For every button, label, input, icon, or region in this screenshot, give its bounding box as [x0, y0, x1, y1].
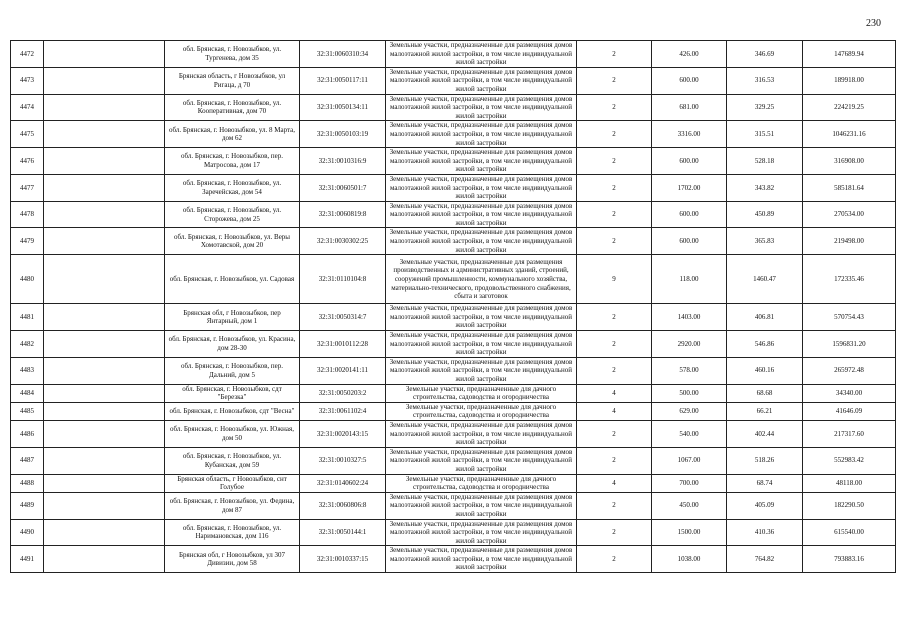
unit-price-cell: 66.21: [727, 402, 803, 420]
area-cell: 1038.00: [652, 546, 727, 573]
table-row: [11, 519, 896, 546]
use-group-cell: 2: [577, 492, 652, 519]
use-group-cell: 2: [577, 121, 652, 148]
area-cell: 700.00: [652, 474, 727, 492]
address-cell: обл. Брянская, г. Новозыбков, ул. Южная, дом 50: [165, 420, 300, 447]
address-cell: обл. Брянская, г. Новозыбков, ул. Кооперативная, дом 70: [165, 94, 300, 121]
address-cell: обл. Брянская, г. Новозыбков, ул. Веры Хомотавской, дом 20: [165, 228, 300, 255]
address-cell: обл. Брянская, г. Новозыбков, ул. Тургенева, дом 35: [165, 41, 300, 68]
address-cell: обл. Брянская, г. Новозыбков, ул. Садовая: [165, 255, 300, 304]
cadastral-cost-cell: 34340.00: [803, 384, 896, 402]
unit-price-cell: 315.51: [727, 121, 803, 148]
table-row: [11, 492, 896, 519]
cadastral-number-cell: 32:31:0061102:4: [300, 402, 386, 420]
cadastral-cost-cell: 1596831.20: [803, 331, 896, 358]
cadastral-cost-cell: 552983.42: [803, 447, 896, 474]
use-group-cell: 2: [577, 174, 652, 201]
area-cell: 1067.00: [652, 447, 727, 474]
area-cell: 2920.00: [652, 331, 727, 358]
cadastral-cost-cell: 217317.60: [803, 420, 896, 447]
table-row: [11, 546, 896, 573]
use-group-cell: 2: [577, 148, 652, 175]
land-use-cell: Земельные участки, предназначенные для размещения домов малоэтажной жилой застройки, в том числе индивидуальной жилой застройки: [386, 228, 577, 255]
cadastral-number-cell: 32:31:0010327:5: [300, 447, 386, 474]
blank-column: [44, 94, 165, 121]
use-group-cell: 2: [577, 41, 652, 68]
row-number: 4472: [11, 41, 44, 68]
land-use-cell: Земельные участки, предназначенные для размещения домов малоэтажной жилой застройки, в том числе индивидуальной жилой застройки: [386, 201, 577, 228]
address-cell: обл. Брянская, г. Новозыбков, пер. Дальний, дом 5: [165, 357, 300, 384]
unit-price-cell: 450.89: [727, 201, 803, 228]
blank-column: [44, 67, 165, 94]
unit-price-cell: 68.68: [727, 384, 803, 402]
cadastral-number-cell: 32:31:0010112:28: [300, 331, 386, 358]
table-row: [11, 228, 896, 255]
use-group-cell: 9: [577, 255, 652, 304]
land-use-cell: Земельные участки, предназначенные для дачного строительства, садоводства и огородничества: [386, 474, 577, 492]
area-cell: 629.00: [652, 402, 727, 420]
cadastral-number-cell: 32:31:0010337:15: [300, 546, 386, 573]
land-use-cell: Земельные участки, предназначенные для размещения домов малоэтажной жилой застройки, в том числе индивидуальной жилой застройки: [386, 546, 577, 573]
row-number: 4479: [11, 228, 44, 255]
unit-price-cell: 764.82: [727, 546, 803, 573]
area-cell: 426.00: [652, 41, 727, 68]
blank-column: [44, 174, 165, 201]
table-row: [11, 304, 896, 331]
cadastral-cost-cell: 172335.46: [803, 255, 896, 304]
unit-price-cell: 329.25: [727, 94, 803, 121]
land-use-cell: Земельные участки, предназначенные для размещения домов малоэтажной жилой застройки, в том числе индивидуальной жилой застройки: [386, 420, 577, 447]
blank-column: [44, 402, 165, 420]
table-row: [11, 331, 896, 358]
use-group-cell: 4: [577, 384, 652, 402]
address-cell: обл. Брянская, г. Новозыбков, ул. Сторожева, дом 25: [165, 201, 300, 228]
cadastral-cost-cell: 265972.48: [803, 357, 896, 384]
blank-column: [44, 447, 165, 474]
cadastral-number-cell: 32:31:0110104:8: [300, 255, 386, 304]
row-number: 4490: [11, 519, 44, 546]
blank-column: [44, 420, 165, 447]
cadastral-number-cell: 32:31:0060819:8: [300, 201, 386, 228]
row-number: 4474: [11, 94, 44, 121]
use-group-cell: 2: [577, 228, 652, 255]
land-use-cell: Земельные участки, предназначенные для размещения домов малоэтажной жилой застройки, в том числе индивидуальной жилой застройки: [386, 519, 577, 546]
blank-column: [44, 519, 165, 546]
address-cell: Брянская обл, г Новозыбков, пер Янтарный, дом 1: [165, 304, 300, 331]
table-row: [11, 148, 896, 175]
use-group-cell: 4: [577, 402, 652, 420]
cadastral-number-cell: 32:31:0050203:2: [300, 384, 386, 402]
cadastral-cost-cell: 615540.00: [803, 519, 896, 546]
land-use-cell: Земельные участки, предназначенные для дачного строительства, садоводства и огородничества: [386, 402, 577, 420]
cadastral-number-cell: 32:31:0050314:7: [300, 304, 386, 331]
cadastral-number-cell: 32:31:0060806:8: [300, 492, 386, 519]
area-cell: 600.00: [652, 148, 727, 175]
unit-price-cell: 346.69: [727, 41, 803, 68]
land-use-cell: Земельные участки, предназначенные для размещения домов малоэтажной жилой застройки, в том числе индивидуальной жилой застройки: [386, 121, 577, 148]
table-row: [11, 357, 896, 384]
cadastral-cost-cell: 41646.09: [803, 402, 896, 420]
address-cell: Брянская область, г Новозыбков, ул Ригаца, д 70: [165, 67, 300, 94]
blank-column: [44, 148, 165, 175]
table-body: [11, 41, 896, 573]
cadastral-cost-cell: 270534.00: [803, 201, 896, 228]
area-cell: 3316.00: [652, 121, 727, 148]
blank-column: [44, 228, 165, 255]
land-use-cell: Земельные участки, предназначенные для размещения домов малоэтажной жилой застройки, в том числе индивидуальной жилой застройки: [386, 357, 577, 384]
blank-column: [44, 384, 165, 402]
table-row: [11, 121, 896, 148]
area-cell: 600.00: [652, 201, 727, 228]
row-number: 4482: [11, 331, 44, 358]
land-use-cell: Земельные участки, предназначенные для размещения домов малоэтажной жилой застройки, в том числе индивидуальной жилой застройки: [386, 447, 577, 474]
table-row: [11, 402, 896, 420]
use-group-cell: 2: [577, 304, 652, 331]
blank-column: [44, 255, 165, 304]
cadastral-cost-cell: 224219.25: [803, 94, 896, 121]
address-cell: обл. Брянская, г. Новозыбков, ул. Наримановская, дом 116: [165, 519, 300, 546]
unit-price-cell: 460.16: [727, 357, 803, 384]
cadastral-number-cell: 32:31:0050134:11: [300, 94, 386, 121]
use-group-cell: 2: [577, 519, 652, 546]
blank-column: [44, 474, 165, 492]
blank-column: [44, 331, 165, 358]
cadastral-cost-cell: 570754.43: [803, 304, 896, 331]
cadastral-cost-cell: 1046231.16: [803, 121, 896, 148]
area-cell: 600.00: [652, 67, 727, 94]
land-registry-table: [10, 40, 896, 573]
row-number: 4481: [11, 304, 44, 331]
cadastral-cost-cell: 182290.50: [803, 492, 896, 519]
row-number: 4478: [11, 201, 44, 228]
cadastral-cost-cell: 48118.00: [803, 474, 896, 492]
row-number: 4473: [11, 67, 44, 94]
blank-column: [44, 492, 165, 519]
cadastral-cost-cell: 219498.00: [803, 228, 896, 255]
address-cell: обл. Брянская, г. Новозыбков, ул. Федина, дом 87: [165, 492, 300, 519]
row-number: 4477: [11, 174, 44, 201]
use-group-cell: 2: [577, 546, 652, 573]
unit-price-cell: 365.83: [727, 228, 803, 255]
unit-price-cell: 410.36: [727, 519, 803, 546]
cadastral-number-cell: 32:31:0060501:7: [300, 174, 386, 201]
use-group-cell: 2: [577, 94, 652, 121]
cadastral-number-cell: 32:31:0020143:15: [300, 420, 386, 447]
use-group-cell: 2: [577, 357, 652, 384]
address-cell: обл. Брянская, г. Новозыбков, ул. Заречейская, дом 54: [165, 174, 300, 201]
row-number: 4491: [11, 546, 44, 573]
cadastral-number-cell: 32:31:0030302:25: [300, 228, 386, 255]
area-cell: 681.00: [652, 94, 727, 121]
land-use-cell: Земельные участки, предназначенные для размещения домов малоэтажной жилой застройки, в том числе индивидуальной жилой застройки: [386, 67, 577, 94]
address-cell: Брянская обл, г Новозыбков, ул 307 Дивизии, дом 58: [165, 546, 300, 573]
cadastral-number-cell: 32:31:0010316:9: [300, 148, 386, 175]
cadastral-cost-cell: 585181.64: [803, 174, 896, 201]
unit-price-cell: 528.18: [727, 148, 803, 175]
table-row: [11, 447, 896, 474]
row-number: 4475: [11, 121, 44, 148]
unit-price-cell: 405.09: [727, 492, 803, 519]
unit-price-cell: 518.26: [727, 447, 803, 474]
table-row: [11, 255, 896, 304]
cadastral-number-cell: 32:31:0050144:1: [300, 519, 386, 546]
land-use-cell: Земельные участки, предназначенные для размещения домов малоэтажной жилой застройки, в том числе индивидуальной жилой застройки: [386, 304, 577, 331]
address-cell: обл. Брянская, г. Новозыбков, сдт "Весна": [165, 402, 300, 420]
row-number: 4487: [11, 447, 44, 474]
unit-price-cell: 406.81: [727, 304, 803, 331]
unit-price-cell: 68.74: [727, 474, 803, 492]
table-row: [11, 201, 896, 228]
area-cell: 118.00: [652, 255, 727, 304]
blank-column: [44, 546, 165, 573]
use-group-cell: 2: [577, 420, 652, 447]
land-use-cell: Земельные участки, предназначенные для размещения домов малоэтажной жилой застройки, в том числе индивидуальной жилой застройки: [386, 94, 577, 121]
row-number: 4488: [11, 474, 44, 492]
area-cell: 1500.00: [652, 519, 727, 546]
unit-price-cell: 343.82: [727, 174, 803, 201]
cadastral-cost-cell: 793883.16: [803, 546, 896, 573]
cadastral-cost-cell: 189918.00: [803, 67, 896, 94]
address-cell: обл. Брянская, г. Новозыбков, ул. Красина, дом 28-30: [165, 331, 300, 358]
land-use-cell: Земельные участки, предназначенные для размещения домов малоэтажной жилой застройки, в том числе индивидуальной жилой застройки: [386, 148, 577, 175]
land-use-cell: Земельные участки, предназначенные для дачного строительства, садоводства и огородничества: [386, 384, 577, 402]
area-cell: 1403.00: [652, 304, 727, 331]
area-cell: 540.00: [652, 420, 727, 447]
blank-column: [44, 41, 165, 68]
address-cell: Брянская область, г Новозыбков, снт Голубое: [165, 474, 300, 492]
land-use-cell: Земельные участки, предназначенные для размещения домов малоэтажной жилой застройки, в том числе индивидуальной жилой застройки: [386, 174, 577, 201]
row-number: 4485: [11, 402, 44, 420]
blank-column: [44, 357, 165, 384]
row-number: 4476: [11, 148, 44, 175]
land-use-cell: Земельные участки, предназначенные для размещения производственных и административных зданий, строений, сооружений промышленности, коммунального хозяйства, материально-технического, продовольственного снабжения, сбыта и заготовок: [386, 255, 577, 304]
area-cell: 450.00: [652, 492, 727, 519]
cadastral-number-cell: 32:31:0020141:11: [300, 357, 386, 384]
blank-column: [44, 121, 165, 148]
cadastral-number-cell: 32:31:0050103:19: [300, 121, 386, 148]
area-cell: 578.00: [652, 357, 727, 384]
row-number: 4484: [11, 384, 44, 402]
use-group-cell: 2: [577, 67, 652, 94]
cadastral-number-cell: 32:31:0140602:24: [300, 474, 386, 492]
table-row: [11, 94, 896, 121]
row-number: 4489: [11, 492, 44, 519]
table-row: [11, 420, 896, 447]
cadastral-number-cell: 32:31:0060310:34: [300, 41, 386, 68]
area-cell: 600.00: [652, 228, 727, 255]
blank-column: [44, 304, 165, 331]
page-number: 230: [866, 18, 881, 29]
use-group-cell: 2: [577, 331, 652, 358]
land-use-cell: Земельные участки, предназначенные для размещения домов малоэтажной жилой застройки, в том числе индивидуальной жилой застройки: [386, 331, 577, 358]
cadastral-cost-cell: 316908.00: [803, 148, 896, 175]
land-use-cell: Земельные участки, предназначенные для размещения домов малоэтажной жилой застройки, в том числе индивидуальной жилой застройки: [386, 492, 577, 519]
cadastral-number-cell: 32:31:0050117:11: [300, 67, 386, 94]
use-group-cell: 2: [577, 447, 652, 474]
table-row: [11, 384, 896, 402]
address-cell: обл. Брянская, г. Новозыбков, сдт "Березка": [165, 384, 300, 402]
use-group-cell: 2: [577, 201, 652, 228]
land-use-cell: Земельные участки, предназначенные для размещения домов малоэтажной жилой застройки, в том числе индивидуальной жилой застройки: [386, 41, 577, 68]
unit-price-cell: 546.86: [727, 331, 803, 358]
area-cell: 1702.00: [652, 174, 727, 201]
unit-price-cell: 1460.47: [727, 255, 803, 304]
row-number: 4486: [11, 420, 44, 447]
area-cell: 500.00: [652, 384, 727, 402]
blank-column: [44, 201, 165, 228]
table-row: [11, 474, 896, 492]
cadastral-cost-cell: 147689.94: [803, 41, 896, 68]
address-cell: обл. Брянская, г. Новозыбков, ул. Кубанская, дом 59: [165, 447, 300, 474]
table-row: [11, 174, 896, 201]
address-cell: обл. Брянская, г. Новозыбков, ул. 8 Марта, дом 62: [165, 121, 300, 148]
row-number: 4480: [11, 255, 44, 304]
use-group-cell: 4: [577, 474, 652, 492]
table-row: [11, 67, 896, 94]
address-cell: обл. Брянская, г. Новозыбков, пер. Матросова, дом 17: [165, 148, 300, 175]
table-row: [11, 41, 896, 68]
unit-price-cell: 402.44: [727, 420, 803, 447]
row-number: 4483: [11, 357, 44, 384]
unit-price-cell: 316.53: [727, 67, 803, 94]
